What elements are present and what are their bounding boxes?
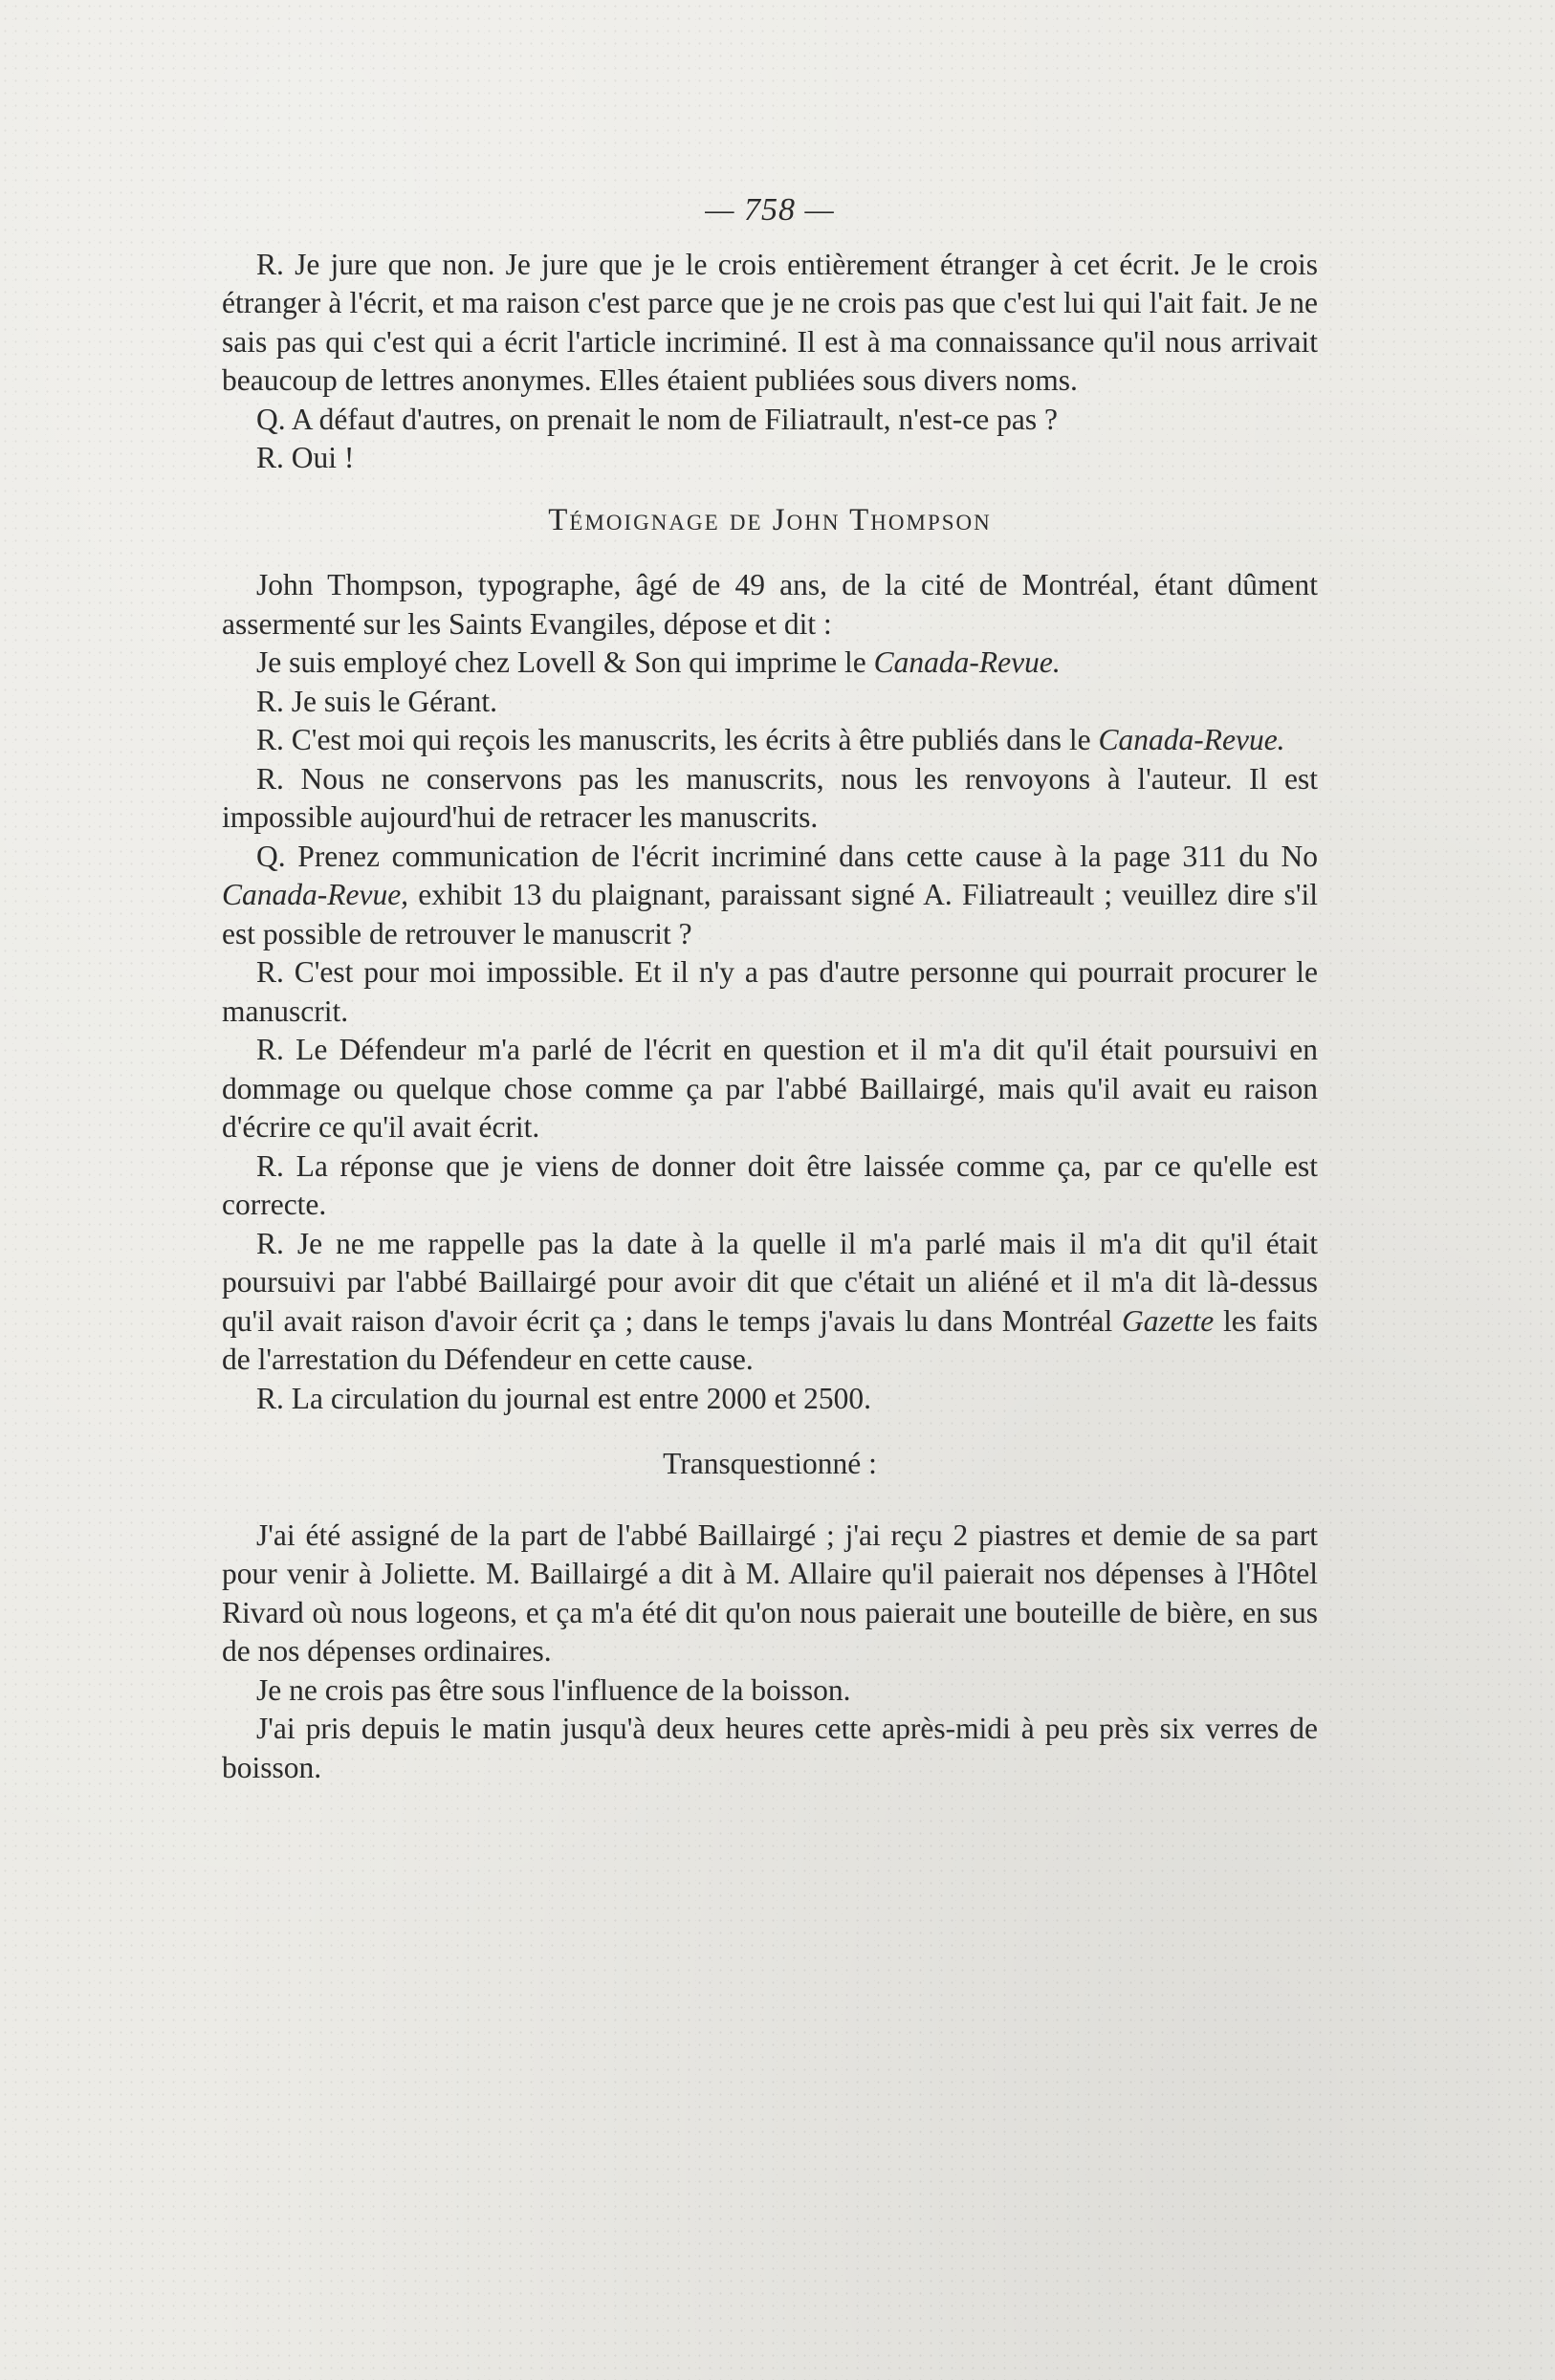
answer-paragraph: R. Oui ! bbox=[256, 441, 355, 474]
document-body bbox=[222, 191, 1318, 1787]
page-number: — 758 — bbox=[705, 192, 835, 228]
cross-exam-paragraph: Je ne crois pas être sous l'influence de la boisson. bbox=[256, 1672, 851, 1707]
testimony-paragraph: Q. Prenez communication de l'écrit incriminé dans cette cause à la page 311 du No Canada-Revue, exhibit 13 du plaignant, paraissant signé A. Filiatreault ; veuillez dire s'il est possible de retrouver le manuscrit ? bbox=[222, 839, 1318, 950]
section-heading: Témoignage de John Thompson bbox=[548, 502, 992, 537]
testimony-paragraph: R. Je suis le Gérant. bbox=[256, 684, 497, 718]
testimony-paragraph: R. C'est moi qui reçois les manuscrits, les écrits à être publiés dans le Canada-Revue. bbox=[256, 723, 1285, 756]
testimony-paragraph: R. C'est pour moi impossible. Et il n'y a pas d'autre personne qui pourrait procurer le manuscrit. bbox=[222, 955, 1318, 1028]
question-paragraph: Q. A défaut d'autres, on prenait le nom de Filiatrault, n'est-ce pas ? bbox=[256, 402, 1058, 436]
cross-examination-heading: Transquestionné : bbox=[663, 1447, 877, 1480]
testimony-paragraph: R. La circulation du journal est entre 2000 et 2500. bbox=[256, 1381, 871, 1415]
testimony-paragraph: John Thompson, typographe, âgé de 49 ans, de la cité de Montréal, étant dûment assermenté sur les Saints Evangiles, dépose et dit : bbox=[222, 568, 1318, 641]
cross-exam-paragraph: J'ai pris depuis le matin jusqu'à deux heures cette après-midi à peu près six verres de boisson. bbox=[222, 1712, 1318, 1784]
testimony-paragraph: R. Nous ne conservons pas les manuscrits, nous les renvoyons à l'auteur. Il est impossible aujourd'hui de retracer les manuscrits. bbox=[222, 761, 1318, 834]
testimony-paragraph: R. Le Défendeur m'a parlé de l'écrit en question et il m'a dit qu'il était poursuivi en dommage ou quelque chose comme ça par l'abbé Baillairgé, mais qu'il avait eu raison d'écrire ce qu'il avait écrit. bbox=[222, 1033, 1318, 1144]
answer-paragraph: R. Je jure que non. Je jure que je le crois entièrement étranger à cet écrit. Je le crois étranger à l'écrit, et ma raison c'est parce que je ne crois pas que c'est lui qui l'ait fait. Je ne sais pas qui c'est qui a écrit l'article incriminé. Il est à ma connaissance qu'il nous arrivait beaucoup de lettres anonymes. Elles étaient publiées sous divers noms. bbox=[222, 247, 1318, 397]
testimony-paragraph: R. La réponse que je viens de donner doit être laissée comme ça, par ce qu'elle est correcte. bbox=[222, 1148, 1318, 1221]
testimony-paragraph: R. Je ne me rappelle pas la date à la quelle il m'a parlé mais il m'a dit qu'il était poursuivi par l'abbé Baillairgé pour avoir dit que c'était un aliéné et il m'a dit là-dessus qu'il avait raison d'avoir écrit ça ; dans le temps j'avais lu dans Montréal Gazette les faits de l'arrestation du Défendeur en cette cause. bbox=[222, 1226, 1318, 1376]
cross-exam-paragraph: J'ai été assigné de la part de l'abbé Baillairgé ; j'ai reçu 2 piastres et demie de sa part pour venir à Joliette. M. Baillairgé a dit à M. Allaire qu'il paierait nos dépenses à l'Hôtel Rivard où nous logeons, et ça m'a été dit qu'on nous paierait une bouteille de bière, en sus de nos dépenses ordinaires. bbox=[222, 1518, 1318, 1668]
testimony-paragraph: Je suis employé chez Lovell & Son qui imprime le Canada-Revue. bbox=[256, 645, 1061, 679]
